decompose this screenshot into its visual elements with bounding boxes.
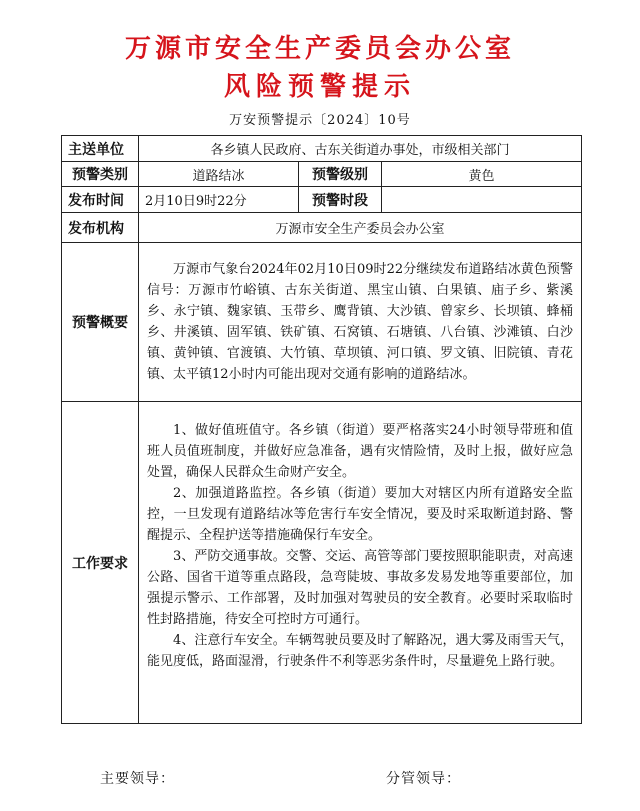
row-issue-time [62, 187, 582, 213]
document-number: 万安预警提示〔2024〕10号 [229, 113, 411, 128]
warning-type-value: 道路结冰 [139, 162, 299, 187]
warning-table [61, 135, 582, 724]
row-requirements [62, 402, 582, 724]
document-subtitle: 风险预警提示 [223, 72, 416, 102]
issuer-value: 万源市安全生产委员会办公室 [139, 213, 582, 243]
issuer-label: 发布机构 [62, 213, 139, 243]
period-value [382, 187, 582, 213]
warning-level-label: 预警级别 [299, 162, 382, 187]
requirement-item: 1、做好值班值守。各乡镇（街道）要严格落实24小时领导带班和值班人员值班制度，并做好应急准备，遇有灾情险情，及时上报，做好应急处置，确保人民群众生命财产安全。 [147, 423, 574, 480]
row-summary [62, 243, 582, 402]
document-title: 万源市安全生产委员会办公室 [124, 34, 515, 64]
row-issuer [62, 213, 582, 243]
period-label: 预警时段 [299, 187, 382, 213]
recipients-value: 各乡镇人民政府、古东关街道办事处，市级相关部门 [139, 136, 582, 162]
issue-time-value: 2月10日9时22分 [139, 187, 299, 213]
row-warning-type [62, 162, 582, 187]
requirement-item: 4、注意行车安全。车辆驾驶员要及时了解路况，遇大雾及雨雪天气，能见度低，路面湿滑，行驶条件不利等恶劣条件时，尽量避免上路行驶。 [147, 633, 574, 669]
requirement-item: 3、严防交通事故。交警、交运、高管等部门要按照职能职责，对高速公路、国省干道等重点路段，急弯陡坡、事故多发易发地等重要部位，加强提示警示、工作部署，及时加强对驾驶员的安全教育。必要时采取临时性封路措施，待安全可控时方可通行。 [147, 549, 574, 627]
warning-level-value: 黄色 [382, 162, 582, 187]
issue-time-label: 发布时间 [62, 187, 139, 213]
requirements-label: 工作要求 [62, 402, 139, 724]
main-leader-signature: 主要领导： [100, 771, 175, 787]
summary-text: 万源市气象台2024年02月10日09时22分继续发布道路结冰黄色预警信号：万源市竹峪镇、古东关街道、黑宝山镇、白果镇、庙子乡、紫溪乡、永宁镇、魏家镇、玉带乡、鹰背镇、大沙镇、曾家乡、长坝镇、蜂桶乡、井溪镇、固军镇、铁矿镇、石窝镇、石塘镇、八台镇、沙滩镇、白沙镇、黄钟镇、官渡镇、大竹镇、草坝镇、河口镇、罗文镇、旧院镇、青花镇、太平镇12小时内可能出现对交通有影响的道路结冰。 [147, 262, 574, 382]
summary-label: 预警概要 [62, 243, 139, 402]
warning-type-label: 预警类别 [62, 162, 139, 187]
requirement-item: 2、加强道路监控。各乡镇（街道）要加大对辖区内所有道路安全监控，一旦发现有道路结冰等危害行车安全情况，要及时采取断道封路、警醒提示、全程护送等措施确保行车安全。 [147, 486, 574, 543]
recipients-label: 主送单位 [62, 136, 139, 162]
row-recipients [62, 136, 582, 162]
deputy-leader-signature: 分管领导： [386, 771, 461, 787]
